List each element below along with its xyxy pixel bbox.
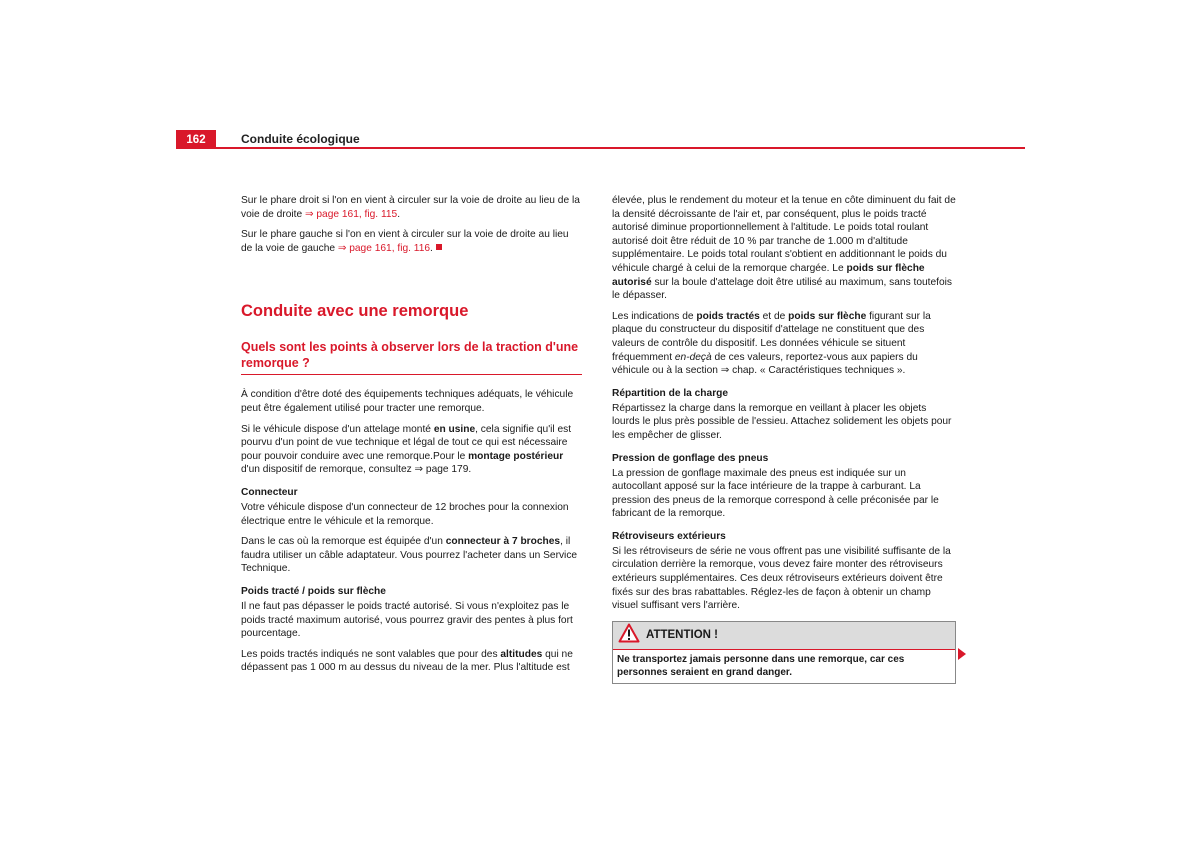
- warning-header: [613, 622, 955, 649]
- warning-text: Ne transportez jamais personne dans une remorque, car ces personnes seraient en grand danger.: [613, 649, 955, 683]
- paragraph: Votre véhicule dispose d'un connecteur de 12 broches pour la connexion électrique entre le véhicule et la remorque.: [241, 501, 569, 527]
- end-of-section-icon: [436, 244, 442, 250]
- paragraph: La pression de gonflage maximale des pneus est indiquée sur un autocollant apposé sur la face intérieure de la trappe à carburant. La pression des pneus de la remorque correspond à celle préconisée par le fabricant de la remorque.: [612, 467, 939, 520]
- cross-reference-link[interactable]: ⇒ page 161, fig. 116: [337, 242, 431, 254]
- page-number: 162: [176, 130, 216, 149]
- paragraph: Les poids tractés indiqués ne sont valables que pour des altitudes qui ne dépassent pas 1 000 m au dessus du niveau de la mer. Plus l'altitude est: [241, 648, 573, 674]
- heading-retroviseurs: Rétroviseurs extérieurs: [612, 530, 726, 542]
- warning-triangle-icon: [618, 623, 640, 648]
- heading-connecteur: Connecteur: [241, 486, 298, 498]
- warning-box: [612, 621, 956, 684]
- continue-arrow-icon: [958, 648, 966, 660]
- heading-repartition: Répartition de la charge: [612, 387, 729, 399]
- paragraph: Les indications de poids tractés et de poids sur flèche figurant sur la plaque du constructeur du dispositif d'attelage ne constituent que des valeurs de contrôle du dispositif. Les données véhicule se situent fréquemment en-deçà de ces valeurs, reportez-vous aux papiers du véhicule ou à la section ⇒ chap. « Caractéristiques techniques ».: [612, 310, 931, 377]
- heading-poids: Poids tracté / poids sur flèche: [241, 585, 386, 597]
- header-rule: [176, 147, 1025, 149]
- paragraph: Sur le phare droit si l'on en vient à circuler sur la voie de droite au lieu de la voie de droite ⇒ page 161, fig. 115.: [241, 195, 580, 220]
- paragraph: Répartissez la charge dans la remorque en veillant à placer les objets lourds le plus près possible de l'essieu. Attachez solidement les objets pour les empêcher de glisser.: [612, 402, 952, 441]
- paragraph: Si le véhicule dispose d'un attelage monté en usine, cela signifie qu'il est pourvu d'un point de vue technique et légal de tout ce qui est nécessaire pour pouvoir conduire avec une remorque.Pour le montage postérieur d'un dispositif de remorque, consultez ⇒ page 179.: [241, 423, 572, 476]
- paragraph: À condition d'être doté des équipements techniques adéquats, le véhicule peut être également utilisé pour tracter une remorque.: [241, 389, 574, 414]
- right-column: [612, 194, 956, 684]
- paragraph: Sur le phare gauche si l'on en vient à circuler sur la voie de droite au lieu de la voie de gauche ⇒ page 161, fig. 116.: [241, 229, 569, 254]
- paragraph: élevée, plus le rendement du moteur et la tenue en côte diminuent du fait de la densité décroissante de l'air et, par conséquent, plus le poids tracté autorisé diminue proportionnellement à l'altitude. Le poids total roulant autorisé doit être réduit de 10 % par tranche de 1.000 m d'altitude supplémentaire. Le poids total roulant s'obtient en additionnant le poids du véhicule chargé à celui de la remorque chargée. Le poids sur flèche autorisé sur la boule d'attelage doit être utilisé au maximum, sans toutefois le dépasser.: [612, 195, 956, 302]
- section-title: Conduite avec une remorque: [241, 302, 469, 321]
- chapter-title: Conduite écologique: [241, 132, 360, 146]
- left-column: [241, 194, 582, 682]
- subsection-title: Quels sont les points à observer lors de la traction d'une remorque ?: [241, 339, 582, 375]
- warning-title: ATTENTION !: [646, 628, 718, 641]
- paragraph: Dans le cas où la remorque est équipée d'un connecteur à 7 broches, il faudra utiliser un câble adaptateur. Vous pourrez l'acheter dans un Service Technique.: [241, 536, 578, 575]
- cross-reference-link[interactable]: ⇒ page 161, fig. 115: [305, 208, 398, 220]
- paragraph: Si les rétroviseurs de série ne vous offrent pas une visibilité suffisante de la circulation derrière la remorque, vous devez faire monter des rétroviseurs extérieurs supplémentaires. Ces deux rétroviseurs extérieurs doivent être fixés sur des bras rabattables. Réglez-les de façon à obtenir un champ visuel suffisant vers l'arrière.: [612, 545, 951, 612]
- heading-pression: Pression de gonflage des pneus: [612, 452, 769, 464]
- paragraph: Il ne faut pas dépasser le poids tracté autorisé. Si vous n'exploitez pas le poids tracté maximum autorisé, vous pourrez gravir des pentes à plus fort pourcentage.: [241, 600, 573, 640]
